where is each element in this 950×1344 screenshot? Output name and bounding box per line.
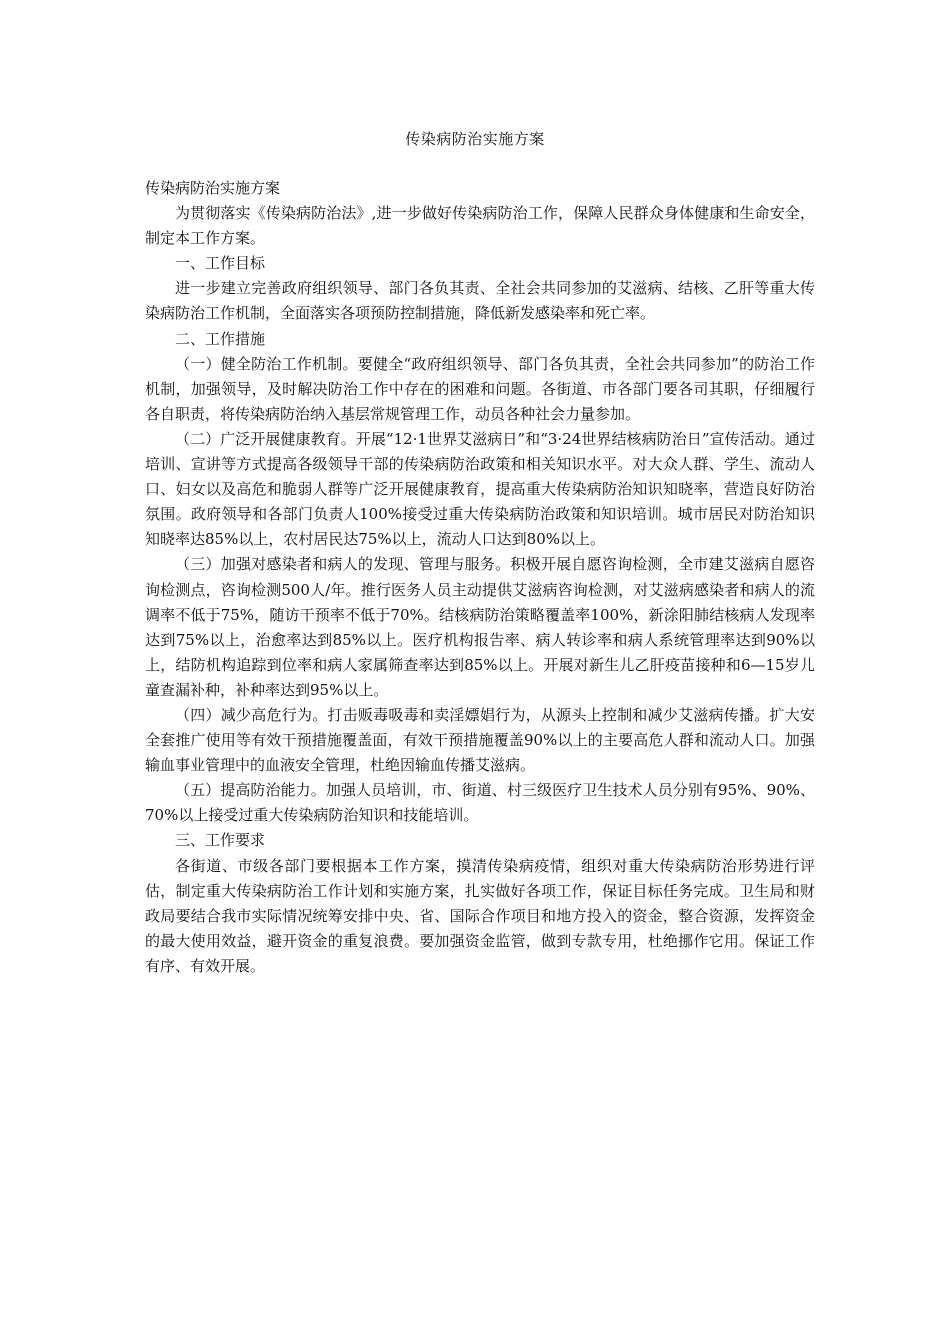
paragraph-goals: 进一步建立完善政府组织领导、部门各负其责、全社会共同参加的艾滋病、结核、乙肝等重大传染病防治工作机制，全面落实各项预防控制措施，降低新发感染率和死亡率。	[145, 279, 815, 323]
paragraph-measure-3: （三）加强对感染者和病人的发现、管理与服务。积极开展自愿咨询检测，全市建艾滋病自愿咨询检测点，咨询检测500人/年。推行医务人员主动提供艾滋病咨询检测，对艾滋病感染者和病人的流调率不低于75%，随访干预率不低于70%。结核病防治策略覆盖率100%，新涂阳肺结核病人发现率达到75%以上，治愈率达到85%以上。医疗机构报告率、病人转诊率和病人系统管理率达到90%以上，结防机构追踪到位率和病人家属筛查率达到85%以上。开展对新生儿乙肝疫苗接种和6—15岁儿童查漏补种，补种率达到95%以上。	[145, 555, 815, 699]
section-heading-measures: 二、工作措施	[175, 329, 266, 348]
paragraph-measure-4: （四）减少高危行为。打击贩毒吸毒和卖淫嫖娼行为，从源头上控制和减少艾滋病传播。扩大安全套推广使用等有效干预措施覆盖面，有效干预措施覆盖90%以上的主要高危人群和流动人口。加强输血事业管理中的血液安全管理，杜绝因输血传播艾滋病。	[145, 705, 815, 775]
document-title: 传染病防治实施方案	[405, 130, 545, 148]
paragraph-measure-5: （五）提高防治能力。加强人员培训，市、街道、村三级医疗卫生技术人员分别有95%、90%、70%以上接受过重大传染病防治知识和技能培训。	[145, 781, 815, 825]
paragraph-measure-2: （二）广泛开展健康教育。开展“12·1世界艾滋病日”和“3·24世界结核病防治日”宣传活动。通过培训、宣讲等方式提高各级领导干部的传染病防治政策和相关知识水平。对大众人群、学生、流动人口、妇女以及高危和脆弱人群等广泛开展健康教育，提高重大传染病防治知识知晓率，营造良好防治氛围。政府领导和各部门负责人100%接受过重大传染病防治政策和知识培训。城市居民对防治知识知晓率达85%以上，农村居民达75%以上，流动人口达到80%以上。	[145, 429, 815, 549]
paragraph-intro: 为贯彻落实《传染病防治法》,进一步做好传染病防治工作，保障人民群众身体健康和生命安全，制定本工作方案。	[145, 204, 815, 248]
paragraph-measure-1: （一）健全防治工作机制。要健全“政府组织领导、部门各负其责，全社会共同参加”的防治工作机制，加强领导，及时解决防治工作中存在的困难和问题。各街道、市各部门要各司其职，仔细履行各自职责，将传染病防治纳入基层常规管理工作，动员各种社会力量参加。	[145, 354, 815, 423]
document-body	[145, 176, 815, 979]
section-heading-requirements: 三、工作要求	[175, 831, 266, 850]
section-heading-goals: 一、工作目标	[175, 254, 266, 273]
paragraph-requirements: 各街道、市级各部门要根据本工作方案，摸清传染病疫情，组织对重大传染病防治形势进行评估，制定重大传染病防治工作计划和实施方案，扎实做好各项工作，保证目标任务完成。卫生局和财政局要结合我市实际情况统筹安排中央、省、国际合作项目和地方投入的资金，整合资源，发挥资金的最大使用效益，避开资金的重复浪费。要加强资金监管，做到专款专用，杜绝挪作它用。保证工作有序、有效开展。	[145, 856, 815, 975]
paragraph-heading: 传染病防治实施方案	[145, 179, 281, 197]
